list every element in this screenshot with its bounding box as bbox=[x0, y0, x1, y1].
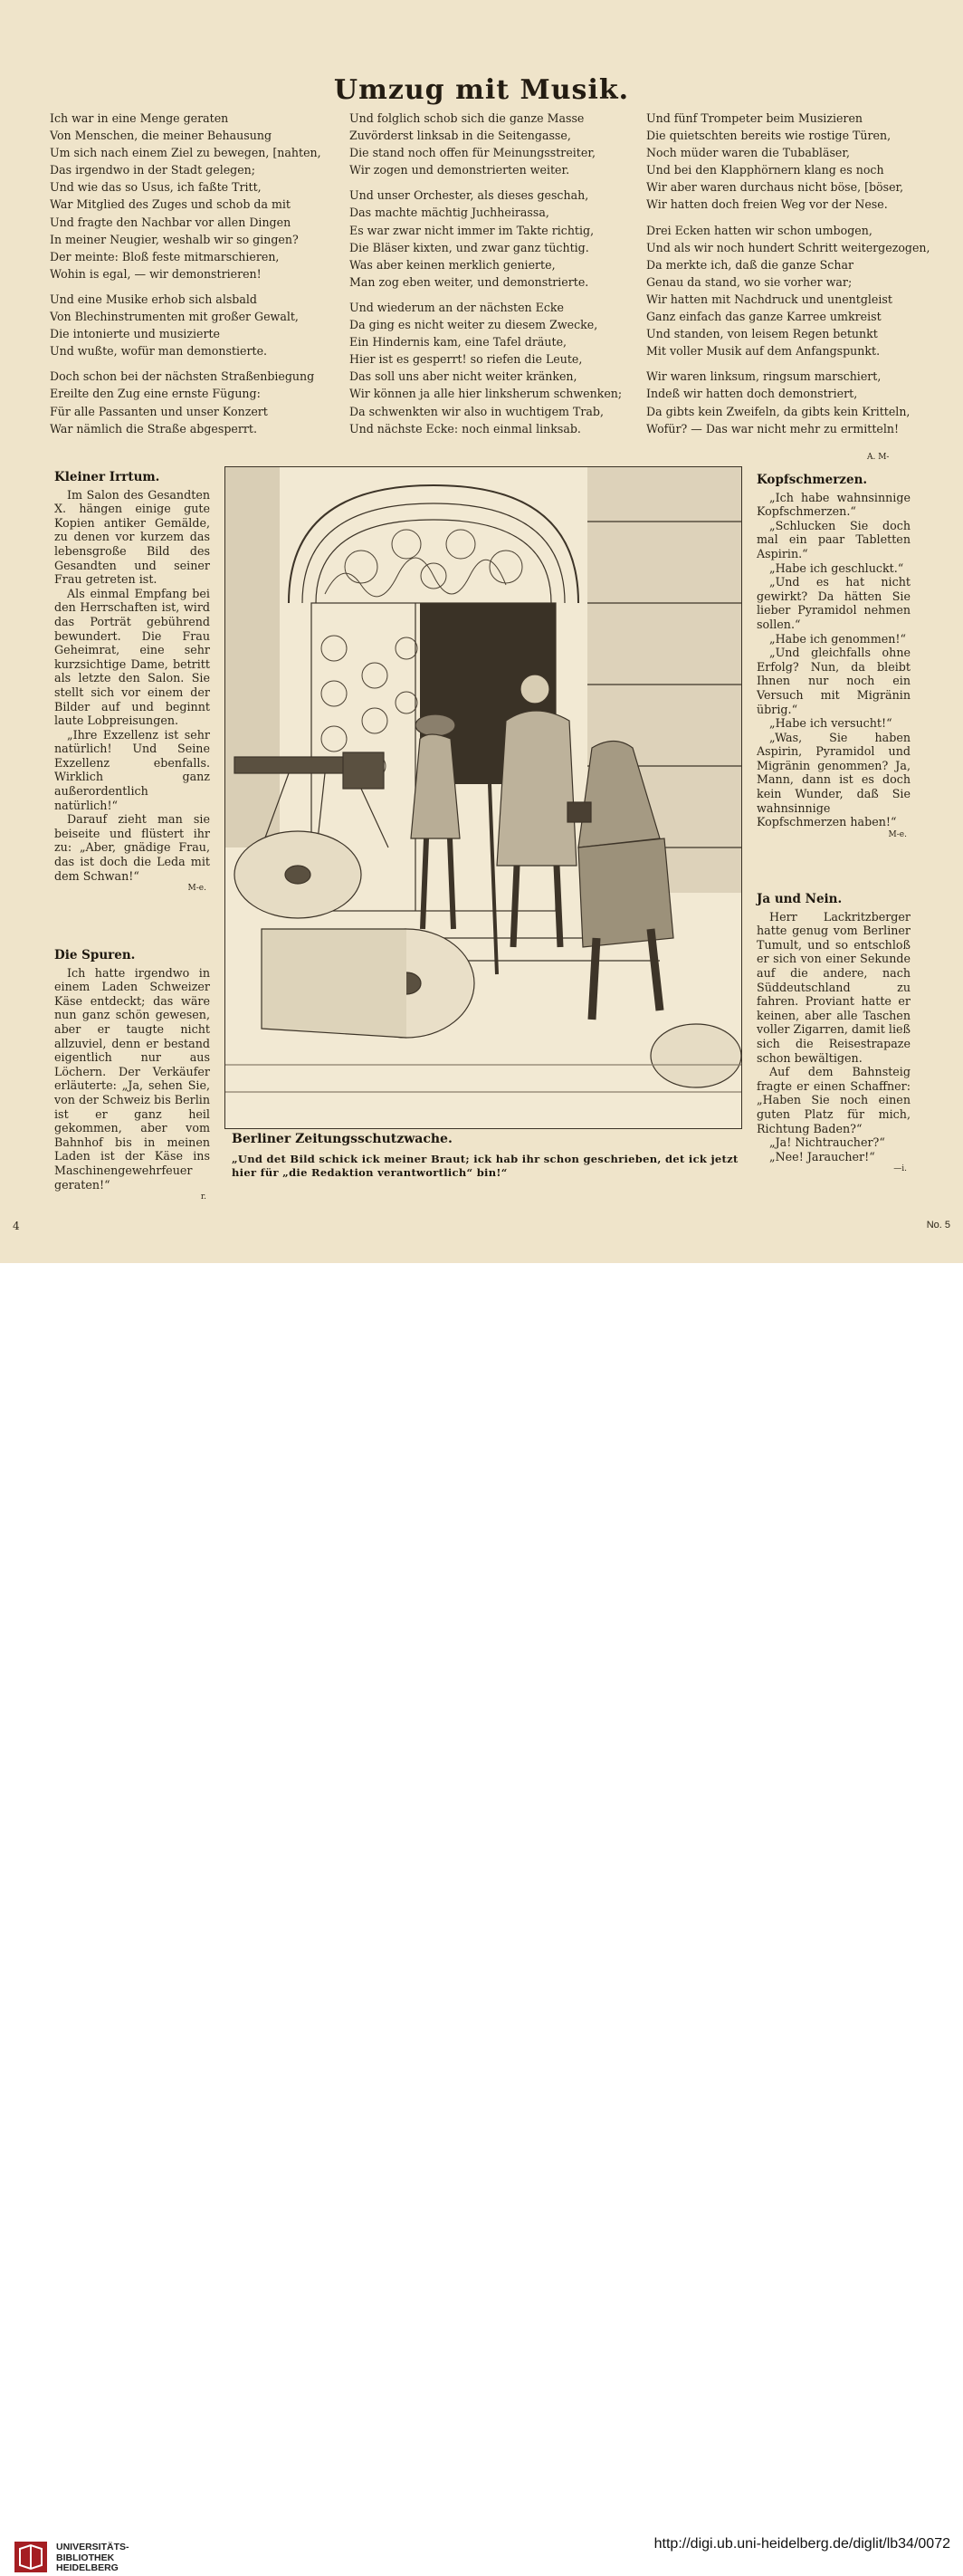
viewer-footer bbox=[0, 1263, 963, 2573]
illustration bbox=[224, 466, 742, 1129]
poem-line: Doch schon bei der nächsten Straßenbiegung bbox=[50, 369, 315, 384]
poem-line: Wir waren linksum, ringsum marschiert, bbox=[646, 369, 882, 384]
poem-line: Und nächste Ecke: noch einmal linksab. bbox=[349, 421, 581, 436]
poem-line: In meiner Neugier, weshalb wir so gingen? bbox=[50, 232, 299, 246]
poem-line: Wir hatten doch freien Weg vor der Nese. bbox=[646, 197, 888, 212]
article-signature: M-e. bbox=[888, 829, 907, 839]
poem-line: Und fragte den Nachbar vor allen Dingen bbox=[50, 215, 291, 229]
poem-line: Wofür? — Das war nicht mehr zu ermitteln! bbox=[646, 421, 900, 436]
illustration-drawing bbox=[225, 467, 741, 1128]
poem-stanza bbox=[646, 222, 930, 360]
paragraph: Darauf zieht man sie beiseite und flüstert ihr zu: „Aber, gnädige Frau, das ist doch die Leda mit dem Schwan!“ bbox=[54, 812, 210, 883]
illustration-caption bbox=[232, 1133, 739, 1180]
poem-line: Wohin is egal, — wir demonstrieren! bbox=[50, 266, 262, 281]
poem-line: Und bei den Klapphörnern klang es noch bbox=[646, 163, 884, 177]
poem-line: War nämlich die Straße abgesperrt. bbox=[50, 421, 257, 436]
poem-line: Um sich nach einem Ziel zu bewegen, [nahten, bbox=[50, 146, 321, 160]
poem-stanza bbox=[50, 368, 321, 436]
library-logo-icon bbox=[13, 2538, 49, 2576]
poem-line: Das machte mächtig Juchheirassa, bbox=[349, 206, 549, 220]
poem-line: Und als wir noch hundert Schritt weitergezogen, bbox=[646, 240, 930, 254]
article-title: Kleiner Irrtum. bbox=[54, 470, 160, 484]
poem-stanza bbox=[646, 110, 930, 214]
page-number: 4 bbox=[13, 1220, 20, 1232]
poem-stanza bbox=[50, 291, 321, 359]
article-die-spuren bbox=[54, 949, 210, 1202]
poem-line: Und eine Musike erhob sich alsbald bbox=[50, 292, 257, 306]
article-title: Kopfschmerzen. bbox=[757, 473, 868, 487]
poem-column-3 bbox=[646, 110, 930, 445]
article-body bbox=[757, 491, 911, 829]
poem-line: Noch müder waren die Tubabläser, bbox=[646, 146, 851, 160]
issue-number: No. 5 bbox=[926, 1220, 950, 1231]
poem-line: Von Menschen, die meiner Behausung bbox=[50, 129, 272, 143]
caption-title: Berliner Zeitungsschutzwache. bbox=[232, 1132, 453, 1146]
poem-line: Von Blechinstrumenten mit großer Gewalt, bbox=[50, 310, 299, 324]
article-body bbox=[54, 966, 210, 1192]
library-name-line: HEIDELBERG bbox=[56, 2562, 119, 2573]
paragraph: „Und es hat nicht gewirkt? Da hätten Sie lieber Pyramidol nehmen sollen.“ bbox=[757, 575, 911, 631]
poem-line: Was aber keinen merklich genierte, bbox=[349, 257, 556, 272]
poem-line: Und unser Orchester, als dieses geschah, bbox=[349, 188, 589, 203]
paragraph: „Habe ich geschluckt.“ bbox=[769, 560, 904, 575]
poem-line: Ein Hindernis kam, eine Tafel dräute, bbox=[349, 335, 567, 350]
poem-line: Der meinte: Bloß feste mitmarschieren, bbox=[50, 249, 280, 263]
poem-line: Und fünf Trompeter beim Musizieren bbox=[646, 111, 863, 125]
poem-line: Und standen, von leisem Regen betunkt bbox=[646, 327, 878, 341]
article-body bbox=[757, 910, 911, 1164]
paragraph: „Schlucken Sie doch mal ein paar Tabletten Aspirin.“ bbox=[757, 518, 911, 560]
caption-quote: „Und det Bild schick ick meiner Braut; ick hab ihr schon geschrieben, det ick jetzt hier für „die Redaktion verantwortlich“ bin!“ bbox=[232, 1153, 739, 1179]
paragraph: „Und gleichfalls ohne Erfolg? Nun, da bleibt Ihnen nur noch ein Versuch mit Migränin übrig.“ bbox=[757, 646, 911, 716]
poem-column-2 bbox=[349, 110, 622, 445]
poem-line: Drei Ecken hatten wir schon umbogen, bbox=[646, 223, 872, 237]
poem-line: Wir können ja alle hier linksherum schwenken; bbox=[349, 387, 623, 401]
poem-line: Zuvörderst linksab in die Seitengasse, bbox=[349, 129, 571, 143]
poem-line: Da ging es nicht weiter zu diesem Zwecke, bbox=[349, 318, 598, 332]
poem-line: Ich war in eine Menge geraten bbox=[50, 111, 229, 125]
poem-stanza bbox=[349, 110, 622, 178]
article-kleiner-irrtum bbox=[54, 471, 210, 894]
poem-line: Die quietschten bereits wie rostige Türen, bbox=[646, 129, 891, 143]
poem-line: Und folglich schob sich die ganze Masse bbox=[349, 111, 585, 125]
paragraph: „Ich habe wahnsinnige Kopfschmerzen.“ bbox=[757, 490, 911, 519]
poem-line: Wir aber waren durchaus nicht böse, [böser, bbox=[646, 180, 904, 195]
paragraph: „Ja! Nichtraucher?“ bbox=[769, 1135, 885, 1150]
poem-line: Für alle Passanten und unser Konzert bbox=[50, 404, 268, 418]
poem-line: Da merkte ich, daß die ganze Schar bbox=[646, 257, 853, 272]
poem-signature: A. M- bbox=[867, 453, 890, 462]
poem-line: Die stand noch offen für Meinungsstreiter, bbox=[349, 146, 596, 160]
poem-line: Das soll uns aber nicht weiter kränken, bbox=[349, 369, 577, 384]
article-title: Ja und Nein. bbox=[757, 892, 843, 906]
poem-line: Indeß wir hatten doch demonstriert, bbox=[646, 387, 858, 401]
source-url[interactable]: http://digi.ub.uni-heidelberg.de/diglit/lb34/0072 bbox=[653, 2536, 950, 2552]
article-body bbox=[54, 488, 210, 884]
paragraph: Auf dem Bahnsteig fragte er einen Schaffner: „Haben Sie noch einen guten Platz für mich, Richtung Baden?“ bbox=[757, 1065, 911, 1135]
poem-line: Und wie das so Usus, ich faßte Tritt, bbox=[50, 180, 262, 195]
poem-line: Wir hatten mit Nachdruck und unentgleist bbox=[646, 292, 892, 306]
poem-line: Die intonierte und musizierte bbox=[50, 327, 220, 341]
paragraph: „Habe ich genommen!“ bbox=[769, 631, 906, 646]
poem-column-1 bbox=[50, 110, 321, 445]
poem-stanza bbox=[646, 368, 930, 436]
article-title: Die Spuren. bbox=[54, 948, 136, 962]
poem-line: Ereilte den Zug eine ernste Fügung: bbox=[50, 387, 261, 401]
poem-line: Mit voller Musik auf dem Anfangspunkt. bbox=[646, 344, 881, 359]
library-name-line: BIBLIOTHEK bbox=[56, 2552, 115, 2563]
library-name bbox=[56, 2542, 129, 2574]
article-signature: M-e. bbox=[187, 884, 206, 894]
poem-line: Da gibts kein Zweifeln, da gibts kein Kritteln, bbox=[646, 404, 911, 418]
paragraph: „Habe ich versucht!“ bbox=[769, 716, 892, 731]
paragraph: „Ihre Exzellenz ist sehr natürlich! Und Seine Exzellenz ebenfalls. Wirklich ganz außerordentlich natürlich!“ bbox=[54, 727, 210, 812]
poem-line: Hier ist es gesperrt! so riefen die Leute, bbox=[349, 352, 583, 367]
poem-stanza bbox=[349, 187, 622, 291]
poem-line: Das irgendwo in der Stadt gelegen; bbox=[50, 163, 256, 177]
paragraph: Als einmal Empfang bei den Herrschaften ist, wird das Porträt gebührend bewundert. Die Frau Geheimrat, eine sehr kurzsichtige Dame, betritt als letzte den Salon. Sie stellt sich vor einem der Bilder auf und beginnt laute Lobpreisungen. bbox=[54, 586, 210, 728]
paragraph: Ich hatte irgendwo in einem Laden Schweizer Käse entdeckt; das wäre nun ganz schön gewesen, aber er taugte nicht allzuviel, denn er bestand eigentlich nur aus Löchern. Der Verkäufer erläuterte: „Ja, sehen Sie, von der Schweiz bis Berlin ist er ganz heil gekommen, aber vom Bahnhof bis in meinen Laden ist der Käse ins Maschinengewehrfeuer geraten!“ bbox=[54, 965, 210, 1192]
poem-line: Und wiederum an der nächsten Ecke bbox=[349, 300, 565, 314]
article-signature: r. bbox=[200, 1192, 206, 1202]
newspaper-page bbox=[0, 0, 963, 1263]
article-ja-und-nein bbox=[757, 893, 911, 1174]
poem-line: Die Bläser kixten, und zwar ganz tüchtig. bbox=[349, 240, 589, 254]
article-signature: —i. bbox=[893, 1164, 907, 1174]
poem-line: Und wußte, wofür man demonstierte. bbox=[50, 344, 268, 359]
page-title: Umzug mit Musik. bbox=[333, 74, 630, 106]
paragraph: Im Salon des Gesandten X. hängen einige gute Kopien antiker Gemälde, zu denen vor kurzem das lebensgroße Bild des Gesandten und seiner Frau getreten ist. bbox=[54, 487, 210, 587]
poem-line: Wir zogen und demonstrierten weiter. bbox=[349, 163, 570, 177]
paragraph: „Was, Sie haben Aspirin, Pyramidol und Migränin genommen? Ja, Mann, dann ist es doch kein Wunder, daß Sie wahnsinnige Kopfschmerzen haben!“ bbox=[757, 730, 911, 829]
library-name-line: UNIVERSITÄTS- bbox=[56, 2542, 129, 2552]
poem-stanza bbox=[349, 299, 622, 437]
poem-line: War Mitglied des Zuges und schob da mit bbox=[50, 197, 291, 212]
article-kopfschmerzen bbox=[757, 474, 911, 840]
poem-line: Man zog eben weiter, und demonstrierte. bbox=[349, 274, 589, 289]
paragraph: Herr Lackritzberger hatte genug vom Berliner Tumult, und so entschloß er sich von einer Sekunde auf die andere, nach Süddeutschland zu fahren. Proviant hatte er keinen, aber alle Taschen voller Zigarren, damit ließ sich die Reisestrapaze schon bewältigen. bbox=[757, 909, 911, 1065]
poem-line: Genau da stand, wo sie vorher war; bbox=[646, 274, 853, 289]
poem-line: Ganz einfach das ganze Karree umkreist bbox=[646, 310, 882, 324]
paragraph: „Nee! Jaraucher!“ bbox=[769, 1149, 875, 1164]
poem-line: Es war zwar nicht immer im Takte richtig, bbox=[349, 223, 595, 237]
poem-line: Da schwenkten wir also in wuchtigem Trab, bbox=[349, 404, 604, 418]
poem-stanza bbox=[50, 110, 321, 282]
